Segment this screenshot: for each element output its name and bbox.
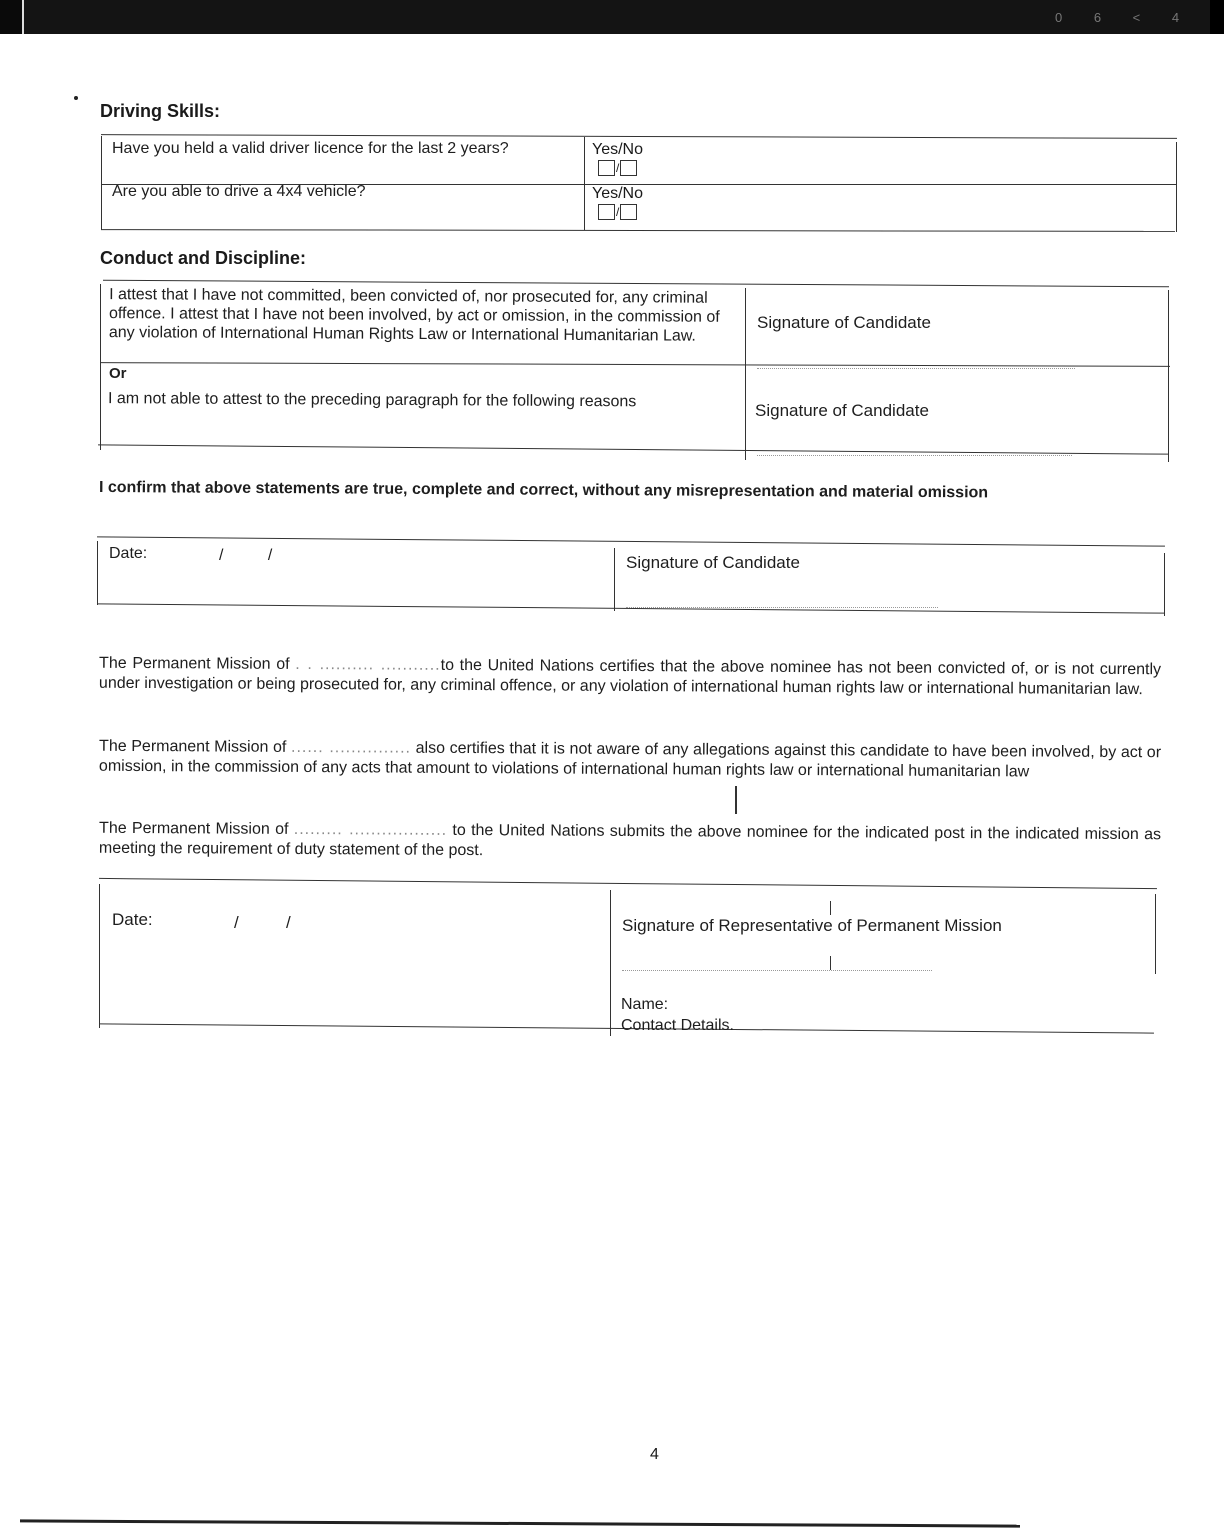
driving-skills-heading: Driving Skills: — [100, 101, 221, 121]
row-divider — [100, 362, 1170, 367]
para2-end: also certifies that it is not aware of any allegations against this candidate to have been involved, by act or omission, in the commission of any acts that amount to violations of international human rights law or international humanitarian law — [98, 739, 1162, 781]
mission-name-blank-2[interactable]: ...... ............... — [290, 738, 412, 757]
scan-right-edge — [1210, 0, 1224, 34]
rep-signature-line[interactable] — [622, 970, 932, 971]
para3-start: The Permanent Mission of — [99, 819, 289, 838]
not-able-to-attest-text: I am not able to attest to the preceding paragraph for the following reasons — [107, 390, 637, 411]
column-divider — [745, 288, 746, 460]
handwritten-marks: 0 6 < 4 — [1055, 10, 1194, 25]
yes-no-label: Yes/No — [592, 185, 643, 202]
yes-checkbox-4x4[interactable] — [598, 204, 615, 220]
no-checkbox-licence[interactable] — [620, 160, 637, 176]
yes-no-label: Yes/No — [592, 141, 643, 158]
signature-line-2[interactable] — [757, 455, 1072, 456]
table-border-right — [1168, 290, 1169, 462]
conduct-heading: Conduct and Discipline: — [100, 248, 307, 268]
signature-candidate-label-2: Signature of Candidate — [755, 401, 929, 420]
table-border-bottom — [101, 229, 1175, 232]
para1-start: The Permanent Mission of — [99, 654, 290, 673]
column-divider — [610, 890, 611, 1036]
table-border-bottom — [97, 603, 1165, 613]
para1-end: to the United Nations certifies that the above nominee has not been convicted of, or is not currently under investigation or being prosecuted for, any criminal offence, or any violation of international human rights law or international humanitarian law. — [98, 656, 1162, 699]
page-number: 4 — [650, 1446, 659, 1463]
mission-name-blank-1[interactable]: . . .......... ........... — [295, 655, 441, 674]
table-border-bottom — [98, 444, 1168, 454]
mission-allegations-paragraph — [99, 737, 1161, 783]
yes-no-field-4x4 — [592, 185, 643, 221]
table-border-right — [1176, 142, 1177, 232]
name-field-label: Name: — [621, 996, 669, 1013]
table-border-right — [1164, 553, 1165, 616]
stray-mark — [830, 901, 831, 915]
table-border-left — [99, 884, 100, 1028]
signature-candidate-label-3: Signature of Candidate — [626, 553, 800, 572]
or-label: Or — [109, 365, 127, 382]
signature-line-1[interactable] — [757, 368, 1075, 369]
attestation-text: I attest that I have not committed, been convicted of, nor prosecuted for, any criminal offence. I attest that I have not been involved, by act or omission, in the commission of any violation of International Human Rights Law or International Humanitarian Law. — [108, 286, 720, 345]
mission-name-blank-3[interactable]: ......... .................. — [293, 820, 448, 839]
date-input-2[interactable]: / / — [234, 913, 291, 932]
confirmation-statement: I confirm that above statements are true, complete and correct, without any misrepresentation and material omission — [98, 479, 989, 502]
column-divider — [584, 137, 585, 230]
scan-bottom-edge — [20, 1519, 1020, 1527]
table-border-left — [100, 284, 101, 450]
yes-checkbox-licence[interactable] — [598, 160, 615, 176]
table-border-right — [1155, 894, 1156, 974]
stray-mark — [830, 956, 831, 970]
date-input[interactable]: / / — [219, 547, 273, 564]
para2-start: The Permanent Mission of — [99, 737, 287, 756]
contact-details-label: Contact Details. — [621, 1017, 734, 1034]
signature-line-3[interactable] — [626, 607, 938, 608]
stray-mark — [735, 786, 737, 814]
yes-no-field-licence — [592, 141, 643, 177]
scan-left-edge — [0, 0, 22, 34]
para3-end: to the United Nations submits the above nominee for the indicated post in the indicated mission as meeting the requirement of duty statement of the post. — [98, 821, 1162, 860]
table-border-left — [97, 541, 98, 605]
column-divider — [614, 548, 615, 611]
date-label: Date: — [109, 545, 148, 562]
mission-certification-paragraph — [99, 654, 1161, 700]
no-checkbox-4x4[interactable] — [620, 204, 637, 220]
question-driver-licence: Have you held a valid driver licence for the last 2 years? — [112, 140, 509, 157]
table-border-top — [99, 878, 1157, 889]
bullet-dot — [74, 96, 78, 100]
scan-top-border — [0, 0, 1224, 34]
slash-separator: / — [616, 160, 620, 175]
signature-candidate-label-1: Signature of Candidate — [757, 313, 931, 332]
table-border-left — [101, 136, 102, 230]
scan-edge-line — [22, 0, 24, 34]
question-4x4-vehicle: Are you able to drive a 4x4 vehicle? — [112, 183, 366, 200]
mission-submission-paragraph — [99, 819, 1161, 865]
rep-signature-label: Signature of Representative of Permanent Mission — [622, 916, 1002, 935]
slash-separator: / — [616, 204, 620, 219]
date-label-2: Date: — [112, 910, 153, 929]
